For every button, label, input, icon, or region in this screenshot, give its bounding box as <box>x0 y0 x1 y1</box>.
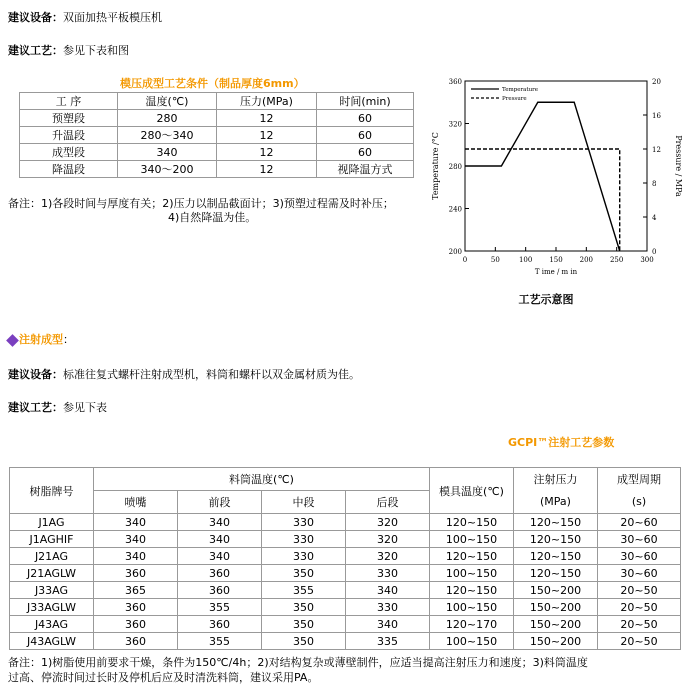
cell: 12 <box>217 127 317 144</box>
header-cell: 后段 <box>346 491 430 514</box>
cell: 60 <box>317 144 414 161</box>
header-pressure <box>514 468 598 514</box>
cell: 升温段 <box>20 127 118 144</box>
cell: 120~150 <box>430 582 514 599</box>
cell: 360 <box>94 599 178 616</box>
x-axis-label: T ime / m in <box>534 268 578 276</box>
process-chart <box>425 72 687 312</box>
header-cell: 时间(min) <box>317 93 414 110</box>
legend-label: Pressure <box>502 96 527 102</box>
cell: 330 <box>262 514 346 531</box>
y-left-tick-label: 280 <box>448 163 462 171</box>
molding-conditions-table <box>19 92 414 178</box>
cell: 330 <box>346 599 430 616</box>
cell: 330 <box>262 548 346 565</box>
cell: 150~200 <box>514 599 598 616</box>
injection-note-2: 过高、停流时间过长时及停机后应及时清洗料筒，建议采用PA。 <box>8 671 319 684</box>
cell: 120~150 <box>514 514 598 531</box>
cell: 预塑段 <box>20 110 118 127</box>
y-right-tick-label: 4 <box>652 214 657 222</box>
header-cell: 中段 <box>262 491 346 514</box>
cell: 340 <box>94 548 178 565</box>
x-tick-label: 0 <box>462 256 468 264</box>
cell: 355 <box>262 582 346 599</box>
cell: 355 <box>178 599 262 616</box>
cell: 120~150 <box>514 548 598 565</box>
x-tick-label: 300 <box>640 256 654 264</box>
header-cycle-1: 成型周期 <box>617 472 661 486</box>
cell: 340 <box>346 582 430 599</box>
cell: J21AGLW <box>10 565 94 582</box>
cell: 20~50 <box>598 582 681 599</box>
cell: 降温段 <box>20 161 118 178</box>
process-value: 参见下表 <box>63 401 107 414</box>
cell: 280 <box>118 110 217 127</box>
cell: 360 <box>94 565 178 582</box>
header-cycle-2: (s) <box>631 494 647 508</box>
cell: 360 <box>94 633 178 650</box>
injection-params-table <box>9 467 681 650</box>
cell: 视降温方式 <box>317 161 414 178</box>
cell: 360 <box>178 565 262 582</box>
process-value: 参见下表和图 <box>63 44 129 57</box>
cell: 360 <box>178 616 262 633</box>
header-cell: 温度(℃) <box>118 93 217 110</box>
cell: 120~170 <box>430 616 514 633</box>
y-right-axis-label: Pressure / MPa <box>674 135 683 197</box>
header-resin: 树脂牌号 <box>10 468 94 514</box>
table-row <box>10 599 681 616</box>
cell: J43AG <box>10 616 94 633</box>
y-left-tick-label: 240 <box>448 205 462 214</box>
table-row <box>10 548 681 565</box>
cell: 成型段 <box>20 144 118 161</box>
cell: 340 <box>178 548 262 565</box>
cell: 100~150 <box>430 633 514 650</box>
x-tick-label: 150 <box>549 256 563 264</box>
injection-note-1: 备注：1)树脂使用前要求干燥，条件为150℃/4h；2)对结构复杂或薄壁制件，应适当提高注射压力和速度；3)料筒温度 <box>8 656 588 669</box>
cell: 120~150 <box>514 531 598 548</box>
cell: 60 <box>317 127 414 144</box>
table-row <box>10 514 681 531</box>
cell: 100~150 <box>430 565 514 582</box>
title-colon: ： <box>63 333 74 346</box>
header-cycle <box>598 468 681 514</box>
table-row <box>20 161 414 178</box>
cell: 30~60 <box>598 548 681 565</box>
molding-note-2: 4)自然降温为佳。 <box>168 211 257 224</box>
equipment-value: 标准往复式螺杆注射成型机，料筒和螺杆以双金属材质为佳。 <box>63 368 360 381</box>
cell: 340 <box>178 531 262 548</box>
cell: 360 <box>94 616 178 633</box>
cell: 350 <box>262 599 346 616</box>
cell: 20~50 <box>598 599 681 616</box>
cell: 335 <box>346 633 430 650</box>
injection-table-title: GCPI™注射工艺参数 <box>508 436 615 449</box>
injection-equipment-line: 建议设备：标准往复式螺杆注射成型机，料筒和螺杆以双金属材质为佳。 <box>8 368 360 381</box>
series-line-pressure <box>465 149 620 251</box>
cell: 340 <box>94 531 178 548</box>
cell: 100~150 <box>430 599 514 616</box>
process-line: 建议工艺：参见下表和图 <box>8 44 129 57</box>
y-right-tick-label: 16 <box>652 112 661 120</box>
cell: J21AG <box>10 548 94 565</box>
header-mold: 模具温度(℃) <box>430 468 514 514</box>
cell: 360 <box>178 582 262 599</box>
cell: 60 <box>317 110 414 127</box>
cell: 100~150 <box>430 531 514 548</box>
cell: 320 <box>346 531 430 548</box>
header-cell: 压力(MPa) <box>217 93 317 110</box>
cell: J43AGLW <box>10 633 94 650</box>
cell: 330 <box>262 531 346 548</box>
molding-table-title: 模压成型工艺条件（制品厚度6mm） <box>120 77 305 90</box>
cell: 350 <box>262 633 346 650</box>
cell: J33AGLW <box>10 599 94 616</box>
cell: J1AG <box>10 514 94 531</box>
table-row <box>10 582 681 599</box>
cell: 340 <box>118 144 217 161</box>
equipment-value: 双面加热平板模压机 <box>63 11 162 24</box>
y-left-tick-label: 200 <box>448 248 462 256</box>
table-row <box>10 531 681 548</box>
header-cell: 工 序 <box>20 93 118 110</box>
injection-process-line: 建议工艺：参见下表 <box>8 401 107 414</box>
table-row <box>20 144 414 161</box>
equipment-label: 建议设备 <box>8 11 52 24</box>
cell: J33AG <box>10 582 94 599</box>
process-label: 建议工艺 <box>8 44 52 57</box>
cell: 340 <box>346 616 430 633</box>
cell: 120~150 <box>430 548 514 565</box>
header-cell: 前段 <box>178 491 262 514</box>
cell: 340 <box>94 514 178 531</box>
cell: 150~200 <box>514 616 598 633</box>
x-tick-label: 100 <box>518 256 533 264</box>
cell: 12 <box>217 161 317 178</box>
cell: 355 <box>178 633 262 650</box>
table-row <box>20 110 414 127</box>
cell: 320 <box>346 548 430 565</box>
header-barrel: 料筒温度(℃) <box>94 468 430 491</box>
molding-note-1: 备注：1)各段时间与厚度有关；2)压力以制品截面计；3)预塑过程需及时补压； <box>8 197 394 210</box>
y-right-tick-label: 20 <box>652 78 661 86</box>
cell: 30~60 <box>598 565 681 582</box>
cell: 330 <box>346 565 430 582</box>
section-title: 注射成型 <box>19 333 63 346</box>
table-row <box>10 565 681 582</box>
legend-label: Temperature <box>502 87 539 93</box>
y-left-tick-label: 360 <box>448 78 462 86</box>
table-row <box>10 633 681 650</box>
cell: 120~150 <box>430 514 514 531</box>
cell: 350 <box>262 565 346 582</box>
chart-caption: 工艺示意图 <box>518 293 574 306</box>
y-right-tick-label: 8 <box>652 180 657 188</box>
x-tick-label: 200 <box>579 256 594 264</box>
header-pressure-1: 注射压力 <box>533 472 578 486</box>
cell: 350 <box>262 616 346 633</box>
cell: 12 <box>217 144 317 161</box>
equipment-label: 建议设备 <box>8 368 52 381</box>
cell: 20~50 <box>598 616 681 633</box>
table-row <box>10 616 681 633</box>
cell: 320 <box>346 514 430 531</box>
cell: 12 <box>217 110 317 127</box>
cell: 365 <box>94 582 178 599</box>
y-left-tick-label: 320 <box>448 120 462 129</box>
cell: 150~200 <box>514 582 598 599</box>
y-right-tick-label: 0 <box>652 248 657 256</box>
header-cell: 喷嘴 <box>94 491 178 514</box>
equipment-line: 建议设备：双面加热平板模压机 <box>8 11 162 24</box>
y-right-tick-label: 12 <box>652 146 661 154</box>
process-label: 建议工艺 <box>8 401 52 414</box>
header-pressure-2: (MPa) <box>540 494 571 508</box>
y-left-axis-label: Temperature /°C <box>431 132 440 200</box>
table-row <box>20 127 414 144</box>
cell: 280～340 <box>118 127 217 144</box>
cell: 150~200 <box>514 633 598 650</box>
table-header-row <box>20 93 414 110</box>
cell: 340～200 <box>118 161 217 178</box>
cell: J1AGHIF <box>10 531 94 548</box>
diamond-icon <box>6 334 19 347</box>
cell: 30~60 <box>598 531 681 548</box>
series-line-temperature <box>465 102 620 251</box>
cell: 340 <box>178 514 262 531</box>
x-tick-label: 50 <box>490 256 500 264</box>
table-header-row <box>10 468 681 491</box>
x-tick-label: 250 <box>609 256 624 264</box>
cell: 120~150 <box>514 565 598 582</box>
cell: 20~60 <box>598 514 681 531</box>
cell: 20~50 <box>598 633 681 650</box>
injection-section-title <box>8 331 74 347</box>
